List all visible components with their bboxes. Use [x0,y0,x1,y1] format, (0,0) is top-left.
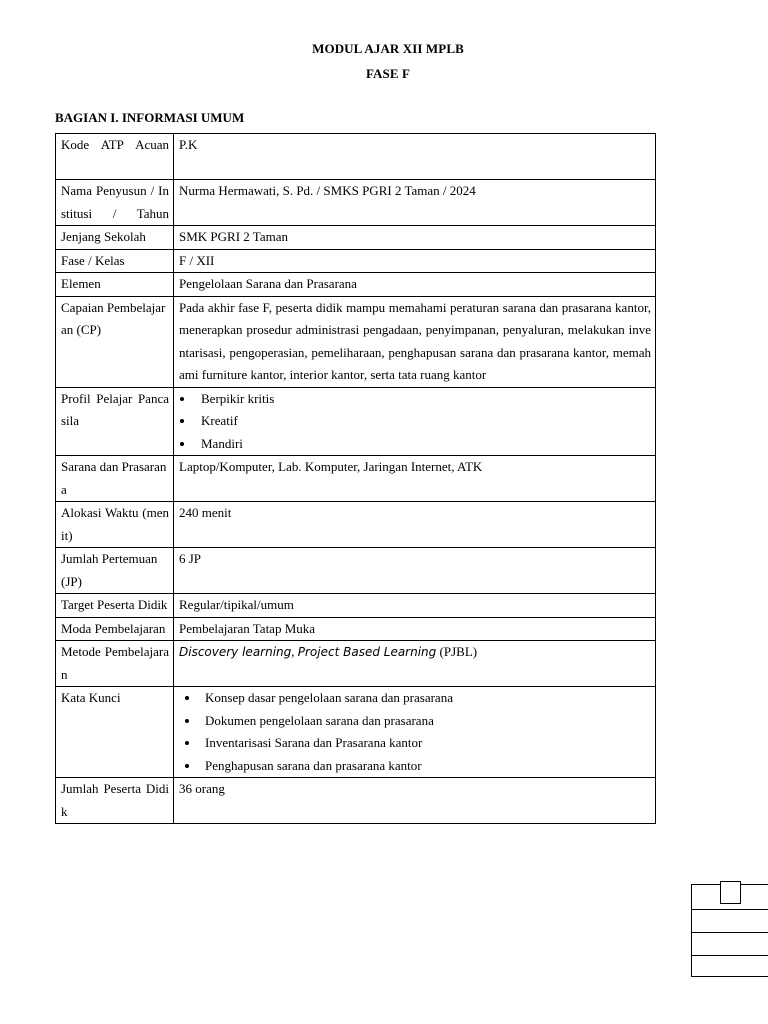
row-label: Jenjang Sekolah [56,226,174,250]
row-label: Nama Penyusun / Institusi / Tahun [56,180,174,226]
document-title: MODUL AJAR XII MPLB [312,41,464,56]
table-row-moda [56,617,656,641]
row-value: F / XII [174,249,656,273]
row-label: Capaian Pembelajaran (CP) [56,296,174,387]
row-value: Laptop/Komputer, Lab. Komputer, Jaringan Internet, ATK [174,456,656,502]
table-row-capaian [56,296,656,387]
metode-suffix: (PJBL) [436,644,478,659]
row-value: 36 orang [174,778,656,824]
table-row-alokasi [56,502,656,548]
row-label: Elemen [56,273,174,297]
list-item: Dokumen pengelolaan sarana dan prasarana [205,710,651,733]
corner-divider [692,932,768,933]
row-value: Pembelajaran Tatap Muka [174,617,656,641]
row-label: Sarana dan Prasarana [56,456,174,502]
list-item: Inventarisasi Sarana dan Prasarana kantor [205,732,651,755]
row-value: Nurma Hermawati, S. Pd. / SMKS PGRI 2 Taman / 2024 [174,180,656,226]
table-row-elemen [56,273,656,297]
table-row-fase-kelas [56,249,656,273]
corner-table-fragment [691,884,768,977]
row-value: 6 JP [174,548,656,594]
info-table [55,133,656,824]
row-value: P.K [174,134,656,180]
table-row-jumlah-peserta [56,778,656,824]
list-item: Kreatif [201,410,651,433]
list-item: Berpikir kritis [201,388,651,411]
table-row-target [56,594,656,618]
row-label: Alokasi Waktu (menit) [56,502,174,548]
row-label: Metode Pembelajaran [56,641,174,687]
metode-italic-1: Discovery learning [179,645,292,659]
row-label: Fase / Kelas [56,249,174,273]
table-row-jenjang [56,226,656,250]
row-label: Profil Pelajar Pancasila [56,387,174,456]
table-row-pertemuan [56,548,656,594]
list-item: Konsep dasar pengelolaan sarana dan prasarana [205,687,651,710]
row-label: Jumlah Peserta Didik [56,778,174,824]
row-label: Jumlah Pertemuan (JP) [56,548,174,594]
row-value [174,641,656,687]
corner-checkbox [720,881,741,904]
row-value: SMK PGRI 2 Taman [174,226,656,250]
metode-italic-2: Project Based Learning [297,645,437,659]
row-label: Kode ATP Acuan [56,134,174,180]
corner-divider [692,909,768,910]
row-label: Kata Kunci [56,687,174,778]
table-row-sarana [56,456,656,502]
row-value: Pada akhir fase F, peserta didik mampu memahami peraturan sarana dan prasarana kantor, menerapkan prosedur administrasi pengadaan, penyimpanan, penyaluran, melakukan inventarisasi, pengoperasian, pemeliharaan, penghapusan sarana dan prasarana kantor, memahami furniture kantor, interior kantor, serta tata ruang kantor [174,296,656,387]
table-row-kata-kunci [56,687,656,778]
corner-divider [692,955,768,956]
list-item: Penghapusan sarana dan prasarana kantor [205,755,651,778]
profil-list [174,388,651,456]
row-value: Regular/tipikal/umum [174,594,656,618]
row-label: Target Peserta Didik [56,594,174,618]
metode-separator: , [291,644,298,659]
section-title: BAGIAN I. INFORMASI UMUM [55,110,245,125]
row-value: Pengelolaan Sarana dan Prasarana [174,273,656,297]
table-row-metode [56,641,656,687]
row-value: 240 menit [174,502,656,548]
kata-kunci-list [174,687,651,777]
table-row-nama-penyusun [56,180,656,226]
document-subtitle: FASE F [365,66,411,81]
list-item: Mandiri [201,433,651,456]
table-row-profil [56,387,656,456]
table-row-kode-atp [56,134,656,180]
row-label: Moda Pembelajaran [56,617,174,641]
